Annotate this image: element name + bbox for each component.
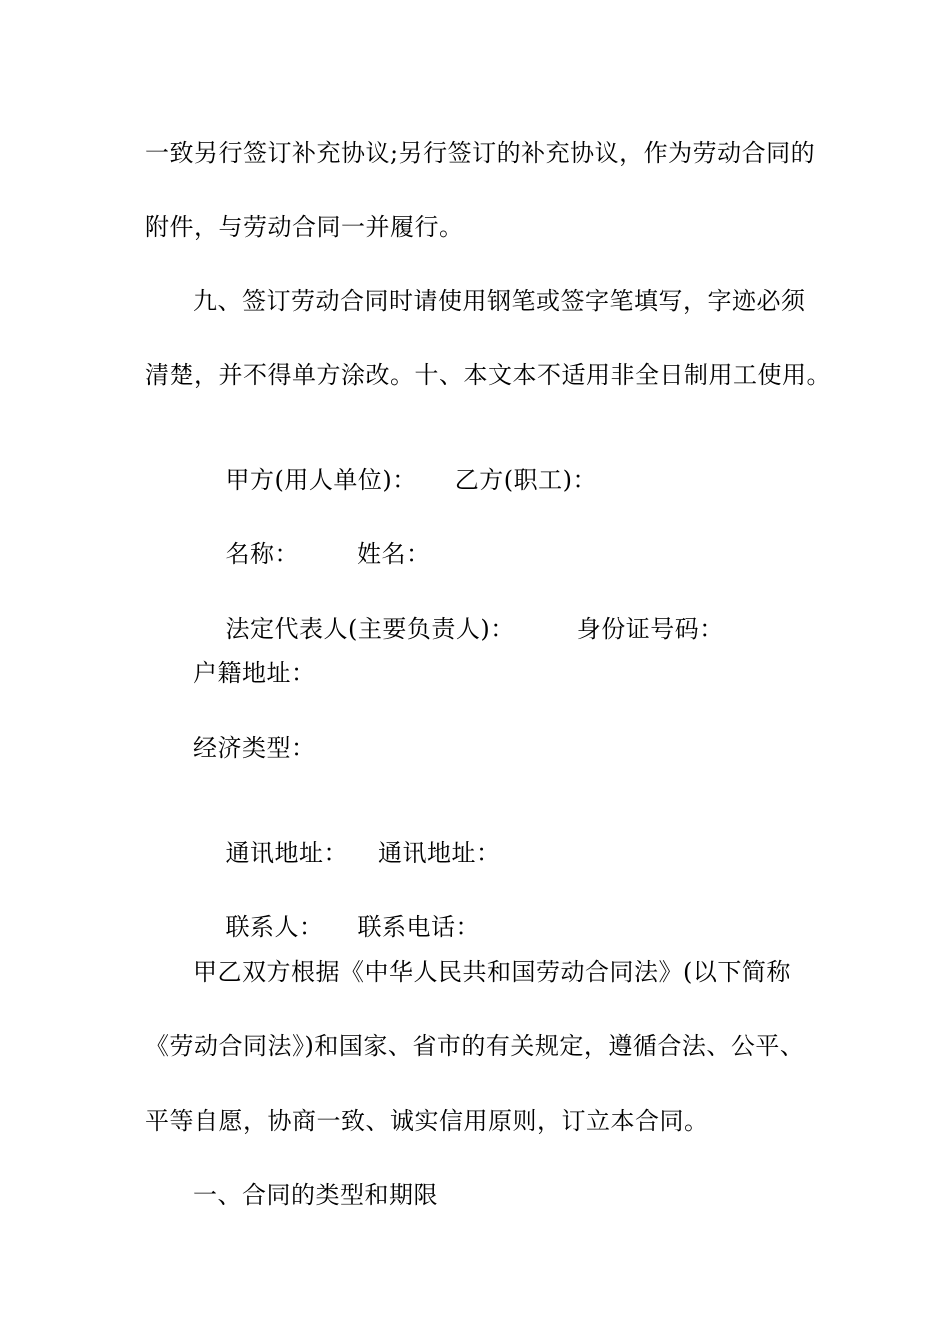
economic-type-label: 经济类型： (193, 734, 316, 762)
party-b-label: 乙方(职工)： (454, 466, 597, 494)
contact-person-label: 联系人： (225, 913, 324, 941)
id-number-label: 身份证号码： (576, 615, 724, 643)
party-a-label: 甲方(用人单位)： (225, 466, 417, 494)
mailing-address-a-label: 通讯地址： (225, 839, 349, 867)
paragraph-line: 清楚，并不得单方涂改。十、本文本不适用非全日制用工使用。 (145, 361, 831, 389)
name-label: 名称： (225, 540, 300, 568)
household-address-label: 户籍地址： (193, 659, 316, 687)
preamble-line: 平等自愿，协商一致、诚实信用原则，订立本合同。 (145, 1107, 709, 1135)
paragraph-line: 一致另行签订补充协议;另行签订的补充协议，作为劳动合同的 (145, 139, 816, 167)
contact-phone-label: 联系电话： (357, 913, 481, 941)
legal-rep-label: 法定代表人(主要负责人)： (225, 615, 515, 643)
mailing-address-b-label: 通讯地址： (378, 839, 501, 867)
paragraph-line: 附件，与劳动合同一并履行。 (145, 213, 464, 241)
section-heading: 一、合同的类型和期限 (193, 1181, 438, 1209)
preamble-line: 甲乙双方根据《中华人民共和国劳动合同法》(以下简称 (193, 958, 791, 986)
person-name-label: 姓名： (357, 540, 431, 568)
preamble-line: 《劳动合同法》)和国家、省市的有关规定，遵循合法、公平、 (145, 1032, 805, 1060)
paragraph-line: 九、签订劳动合同时请使用钢笔或签字笔填写，字迹必须 (193, 287, 806, 315)
